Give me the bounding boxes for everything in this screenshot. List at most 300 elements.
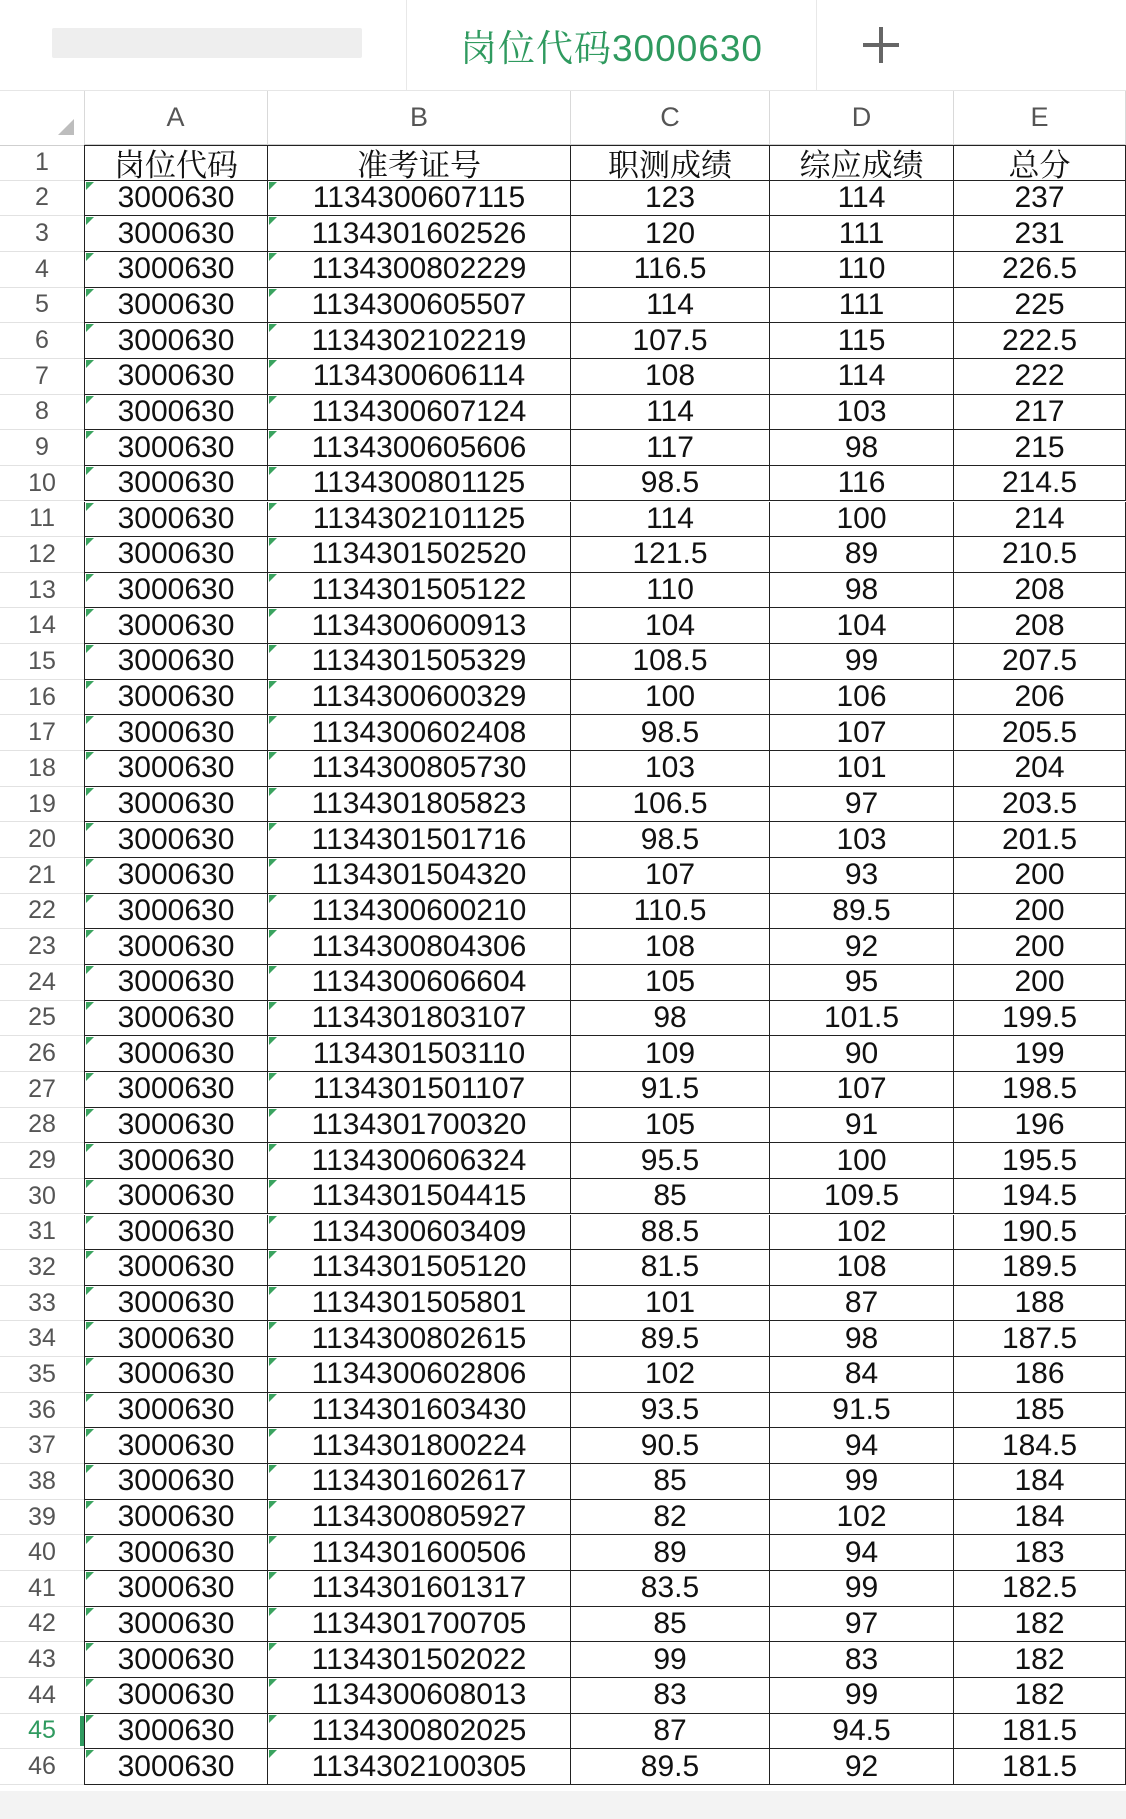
cell-col-e[interactable]: [954, 787, 1126, 823]
cell-col-a[interactable]: [84, 1464, 268, 1500]
cell-col-c[interactable]: [571, 1321, 770, 1357]
cell-col-d[interactable]: [770, 537, 954, 573]
row-header[interactable]: 38: [0, 1464, 84, 1500]
cell-col-c[interactable]: [571, 1250, 770, 1286]
cell-col-e[interactable]: [954, 288, 1126, 324]
cell-col-c[interactable]: [571, 359, 770, 395]
cell-col-b[interactable]: [268, 573, 571, 609]
cell-col-b[interactable]: [268, 1535, 571, 1571]
cell-col-e[interactable]: [954, 1215, 1126, 1251]
cell-col-b[interactable]: [268, 1001, 571, 1037]
cell-col-b[interactable]: [268, 715, 571, 751]
text-number-indicator-icon: [269, 1643, 277, 1651]
cell-col-c[interactable]: [571, 1179, 770, 1215]
cell-col-b[interactable]: [268, 1072, 571, 1108]
cell-col-c[interactable]: [571, 537, 770, 573]
column-header-a[interactable]: A: [84, 91, 268, 145]
cell-col-b[interactable]: [268, 1571, 571, 1607]
cell-col-b[interactable]: [268, 929, 571, 965]
row-header[interactable]: 42: [0, 1607, 84, 1643]
cell-value: 182: [1014, 1678, 1065, 1712]
cell-col-c[interactable]: [571, 1535, 770, 1571]
cell-col-a[interactable]: [84, 1179, 268, 1215]
cell-col-e[interactable]: [954, 644, 1126, 680]
cell-col-e[interactable]: [954, 1607, 1126, 1643]
header-cell-col-a[interactable]: [84, 145, 268, 184]
cell-col-d[interactable]: [770, 252, 954, 288]
cell-col-a[interactable]: [84, 430, 268, 466]
row-header[interactable]: 3: [0, 216, 84, 252]
row-header[interactable]: 10: [0, 466, 84, 502]
cell-col-c[interactable]: [571, 1607, 770, 1643]
cell-col-b[interactable]: [268, 1607, 571, 1643]
cell-col-c[interactable]: [571, 181, 770, 217]
cell-col-a[interactable]: [84, 1714, 268, 1750]
cell-col-b[interactable]: [268, 1464, 571, 1500]
cell-col-d[interactable]: [770, 1108, 954, 1144]
row-header[interactable]: 4: [0, 252, 84, 288]
text-number-indicator-icon: [86, 1536, 94, 1544]
cell-col-e[interactable]: [954, 1464, 1126, 1500]
cell-col-e[interactable]: [954, 1642, 1126, 1678]
cell-col-e[interactable]: [954, 573, 1126, 609]
cell-col-b[interactable]: [268, 1393, 571, 1429]
row-header[interactable]: 23: [0, 929, 84, 965]
cell-col-d[interactable]: [770, 751, 954, 787]
cell-col-d[interactable]: [770, 1143, 954, 1179]
cell-col-e[interactable]: [954, 252, 1126, 288]
cell-col-e[interactable]: [954, 608, 1126, 644]
cell-col-e[interactable]: [954, 751, 1126, 787]
row-header[interactable]: 29: [0, 1143, 84, 1179]
cell-col-e[interactable]: [954, 1286, 1126, 1322]
cell-col-d[interactable]: [770, 288, 954, 324]
cell-col-e[interactable]: [954, 929, 1126, 965]
row-header[interactable]: 13: [0, 573, 84, 609]
cell-col-b[interactable]: [268, 787, 571, 823]
row-header[interactable]: 46: [0, 1749, 84, 1785]
cell-col-d[interactable]: [770, 894, 954, 930]
cell-col-d[interactable]: [770, 1036, 954, 1072]
cell-value: 3000630: [117, 1571, 235, 1605]
row-header[interactable]: 26: [0, 1036, 84, 1072]
cell-col-e[interactable]: [954, 323, 1126, 359]
column-header-d[interactable]: D: [770, 91, 954, 145]
cell-col-d[interactable]: [770, 1607, 954, 1643]
cell-col-b[interactable]: [268, 1500, 571, 1536]
cell-col-c[interactable]: [571, 1464, 770, 1500]
cell-col-b[interactable]: [268, 608, 571, 644]
cell-col-c[interactable]: [571, 1286, 770, 1322]
cell-col-a[interactable]: [84, 1357, 268, 1393]
cell-col-b[interactable]: [268, 216, 571, 252]
text-number-indicator-icon: [269, 1679, 277, 1687]
cell-col-b[interactable]: [268, 965, 571, 1001]
cell-col-c[interactable]: [571, 1001, 770, 1037]
row-header[interactable]: 19: [0, 787, 84, 823]
row-header[interactable]: 30: [0, 1179, 84, 1215]
row-header[interactable]: 16: [0, 680, 84, 716]
cell-col-d[interactable]: [770, 644, 954, 680]
cell-col-e[interactable]: [954, 1250, 1126, 1286]
cell-col-e[interactable]: [954, 1749, 1126, 1785]
row-header[interactable]: 12: [0, 537, 84, 573]
cell-col-d[interactable]: [770, 929, 954, 965]
cell-col-c[interactable]: [571, 1571, 770, 1607]
cell-col-d[interactable]: [770, 466, 954, 502]
cell-col-d[interactable]: [770, 1250, 954, 1286]
row-header[interactable]: 31: [0, 1215, 84, 1251]
cell-col-e[interactable]: [954, 1072, 1126, 1108]
cell-col-e[interactable]: [954, 1179, 1126, 1215]
row-header[interactable]: 20: [0, 822, 84, 858]
row-header[interactable]: 24: [0, 965, 84, 1001]
cell-col-a[interactable]: [84, 1535, 268, 1571]
cell-col-d[interactable]: [770, 1428, 954, 1464]
cell-value: 94: [844, 1428, 879, 1462]
cell-col-d[interactable]: [770, 181, 954, 217]
cell-col-a[interactable]: [84, 644, 268, 680]
cell-col-e[interactable]: [954, 1143, 1126, 1179]
row-header[interactable]: 37: [0, 1428, 84, 1464]
cell-col-d[interactable]: [770, 787, 954, 823]
cell-col-d[interactable]: [770, 1357, 954, 1393]
cell-col-c[interactable]: [571, 751, 770, 787]
header-cell-col-e[interactable]: [954, 145, 1126, 184]
cell-col-d[interactable]: [770, 608, 954, 644]
cell-col-e[interactable]: [954, 1001, 1126, 1037]
add-sheet-button[interactable]: [817, 0, 945, 90]
row-header[interactable]: 44: [0, 1678, 84, 1714]
row-header[interactable]: 9: [0, 430, 84, 466]
cell-col-d[interactable]: [770, 1749, 954, 1785]
cell-col-a[interactable]: [84, 502, 268, 538]
row-header[interactable]: 41: [0, 1571, 84, 1607]
cell-col-b[interactable]: [268, 1714, 571, 1750]
header-cell-col-b[interactable]: [268, 145, 571, 184]
cell-col-c[interactable]: [571, 252, 770, 288]
cell-col-c[interactable]: [571, 787, 770, 823]
cell-col-d[interactable]: [770, 1714, 954, 1750]
sheet-tab-active[interactable]: [407, 0, 817, 90]
cell-col-b[interactable]: [268, 252, 571, 288]
cell-col-d[interactable]: [770, 1393, 954, 1429]
cell-col-e[interactable]: [954, 430, 1126, 466]
cell-col-b[interactable]: [268, 1642, 571, 1678]
cell-col-a[interactable]: [84, 181, 268, 217]
cell-col-c[interactable]: [571, 965, 770, 1001]
cell-col-a[interactable]: [84, 1749, 268, 1785]
cell-col-b[interactable]: [268, 1678, 571, 1714]
row-header[interactable]: 7: [0, 359, 84, 395]
cell-col-a[interactable]: [84, 1001, 268, 1037]
cell-col-a[interactable]: [84, 1143, 268, 1179]
cell-col-d[interactable]: [770, 1286, 954, 1322]
cell-col-a[interactable]: [84, 1393, 268, 1429]
select-all-corner[interactable]: [0, 91, 85, 146]
text-number-indicator-icon: [86, 289, 94, 297]
cell-col-a[interactable]: [84, 359, 268, 395]
cell-col-a[interactable]: [84, 395, 268, 431]
cell-col-c[interactable]: [571, 430, 770, 466]
cell-col-c[interactable]: [571, 644, 770, 680]
cell-col-c[interactable]: [571, 1642, 770, 1678]
row-header[interactable]: 15: [0, 644, 84, 680]
cell-value: 203.5: [1001, 787, 1078, 820]
cell-col-d[interactable]: [770, 822, 954, 858]
cell-col-c[interactable]: [571, 1428, 770, 1464]
cell-col-b[interactable]: [268, 181, 571, 217]
cell-col-e[interactable]: [954, 858, 1126, 894]
cell-col-b[interactable]: [268, 395, 571, 431]
cell-col-a[interactable]: [84, 858, 268, 894]
cell-col-e[interactable]: [954, 1357, 1126, 1393]
cell-col-d[interactable]: [770, 1535, 954, 1571]
row-header[interactable]: 27: [0, 1072, 84, 1108]
cell-col-b[interactable]: [268, 858, 571, 894]
cell-col-e[interactable]: [954, 680, 1126, 716]
cell-col-c[interactable]: [571, 466, 770, 502]
cell-col-c[interactable]: [571, 502, 770, 538]
cell-col-e[interactable]: [954, 822, 1126, 858]
cell-col-b[interactable]: [268, 1215, 571, 1251]
cell-col-d[interactable]: [770, 395, 954, 431]
cell-col-a[interactable]: [84, 1571, 268, 1607]
cell-col-c[interactable]: [571, 929, 770, 965]
cell-col-e[interactable]: [954, 1428, 1126, 1464]
row-header[interactable]: 17: [0, 715, 84, 751]
cell-col-e[interactable]: [954, 1108, 1126, 1144]
spreadsheet-grid[interactable]: [0, 91, 1126, 1791]
row-header[interactable]: 34: [0, 1321, 84, 1357]
cell-col-c[interactable]: [571, 288, 770, 324]
row-header[interactable]: 28: [0, 1108, 84, 1144]
cell-col-c[interactable]: [571, 1108, 770, 1144]
cell-col-a[interactable]: [84, 1108, 268, 1144]
cell-col-d[interactable]: [770, 715, 954, 751]
cell-col-c[interactable]: [571, 1072, 770, 1108]
cell-col-d[interactable]: [770, 573, 954, 609]
cell-col-a[interactable]: [84, 1215, 268, 1251]
cell-col-b[interactable]: [268, 751, 571, 787]
cell-col-d[interactable]: [770, 1179, 954, 1215]
row-header[interactable]: 21: [0, 858, 84, 894]
cell-col-e[interactable]: [954, 1321, 1126, 1357]
cell-col-b[interactable]: [268, 323, 571, 359]
cell-col-e[interactable]: [954, 216, 1126, 252]
cell-col-c[interactable]: [571, 573, 770, 609]
row-header[interactable]: 6: [0, 323, 84, 359]
cell-col-a[interactable]: [84, 1321, 268, 1357]
cell-col-c[interactable]: [571, 680, 770, 716]
cell-col-a[interactable]: [84, 288, 268, 324]
row-header[interactable]: 43: [0, 1642, 84, 1678]
row-header[interactable]: 5: [0, 288, 84, 324]
cell-col-e[interactable]: [954, 715, 1126, 751]
cell-col-b[interactable]: [268, 1357, 571, 1393]
cell-col-d[interactable]: [770, 1571, 954, 1607]
row-header[interactable]: 33: [0, 1286, 84, 1322]
cell-col-d[interactable]: [770, 1215, 954, 1251]
cell-col-c[interactable]: [571, 1143, 770, 1179]
cell-col-b[interactable]: [268, 1179, 571, 1215]
cell-col-e[interactable]: [954, 1714, 1126, 1750]
cell-col-d[interactable]: [770, 216, 954, 252]
cell-col-a[interactable]: [84, 822, 268, 858]
row-header[interactable]: 14: [0, 608, 84, 644]
cell-col-b[interactable]: [268, 644, 571, 680]
cell-col-c[interactable]: [571, 608, 770, 644]
cell-col-a[interactable]: [84, 1642, 268, 1678]
cell-col-a[interactable]: [84, 751, 268, 787]
cell-col-a[interactable]: [84, 680, 268, 716]
cell-col-e[interactable]: [954, 1678, 1126, 1714]
cell-col-b[interactable]: [268, 894, 571, 930]
row-header[interactable]: 32: [0, 1250, 84, 1286]
cell-col-d[interactable]: [770, 502, 954, 538]
cell-col-d[interactable]: [770, 1321, 954, 1357]
cell-col-e[interactable]: [954, 466, 1126, 502]
cell-col-c[interactable]: [571, 323, 770, 359]
cell-col-d[interactable]: [770, 1500, 954, 1536]
cell-col-a[interactable]: [84, 894, 268, 930]
row-header[interactable]: 39: [0, 1500, 84, 1536]
cell-col-a[interactable]: [84, 1036, 268, 1072]
cell-col-a[interactable]: [84, 216, 268, 252]
cell-col-c[interactable]: [571, 1393, 770, 1429]
row-header[interactable]: 35: [0, 1357, 84, 1393]
row-header[interactable]: 36: [0, 1393, 84, 1429]
cell-col-b[interactable]: [268, 1143, 571, 1179]
row-header[interactable]: 8: [0, 395, 84, 431]
row-header[interactable]: 1: [0, 145, 84, 181]
row-header[interactable]: 25: [0, 1001, 84, 1037]
cell-col-c[interactable]: [571, 822, 770, 858]
cell-col-d[interactable]: [770, 359, 954, 395]
header-cell-col-d[interactable]: [770, 145, 954, 184]
row-header[interactable]: 22: [0, 894, 84, 930]
cell-col-a[interactable]: [84, 1250, 268, 1286]
row-header[interactable]: 45: [0, 1714, 84, 1750]
row-header[interactable]: 40: [0, 1535, 84, 1571]
cell-col-e[interactable]: [954, 1036, 1126, 1072]
cell-col-d[interactable]: [770, 965, 954, 1001]
cell-col-a[interactable]: [84, 323, 268, 359]
cell-col-e[interactable]: [954, 1535, 1126, 1571]
cell-col-c[interactable]: [571, 894, 770, 930]
cell-col-a[interactable]: [84, 1500, 268, 1536]
cell-col-b[interactable]: [268, 430, 571, 466]
cell-col-c[interactable]: [571, 1678, 770, 1714]
cell-value: 3000630: [117, 1464, 235, 1498]
cell-col-b[interactable]: [268, 1250, 571, 1286]
cell-col-d[interactable]: [770, 1642, 954, 1678]
cell-col-d[interactable]: [770, 1072, 954, 1108]
cell-col-a[interactable]: [84, 1072, 268, 1108]
cell-col-e[interactable]: [954, 1500, 1126, 1536]
cell-col-c[interactable]: [571, 1714, 770, 1750]
cell-col-b[interactable]: [268, 1321, 571, 1357]
cell-col-b[interactable]: [268, 1036, 571, 1072]
cell-col-a[interactable]: [84, 1428, 268, 1464]
cell-col-e[interactable]: [954, 395, 1126, 431]
cell-col-c[interactable]: [571, 1215, 770, 1251]
cell-col-e[interactable]: [954, 965, 1126, 1001]
cell-col-c[interactable]: [571, 858, 770, 894]
cell-col-e[interactable]: [954, 1571, 1126, 1607]
cell-col-c[interactable]: [571, 1357, 770, 1393]
cell-col-d[interactable]: [770, 1678, 954, 1714]
cell-col-c[interactable]: [571, 216, 770, 252]
cell-col-d[interactable]: [770, 1464, 954, 1500]
text-number-indicator-icon: [86, 1002, 94, 1010]
cell-value: 3000630: [117, 715, 235, 749]
cell-col-a[interactable]: [84, 537, 268, 573]
cell-col-a[interactable]: [84, 608, 268, 644]
cell-col-b[interactable]: [268, 288, 571, 324]
cell-col-b[interactable]: [268, 1108, 571, 1144]
cell-col-e[interactable]: [954, 359, 1126, 395]
row-header[interactable]: 11: [0, 502, 84, 538]
cell-col-b[interactable]: [268, 537, 571, 573]
column-header-c[interactable]: C: [571, 91, 770, 145]
cell-col-b[interactable]: [268, 822, 571, 858]
cell-col-a[interactable]: [84, 466, 268, 502]
text-number-indicator-icon: [86, 1073, 94, 1081]
cell-col-e[interactable]: [954, 502, 1126, 538]
cell-col-e[interactable]: [954, 1393, 1126, 1429]
cell-col-d[interactable]: [770, 1001, 954, 1037]
row-header[interactable]: 2: [0, 181, 84, 217]
cell-col-b[interactable]: [268, 502, 571, 538]
header-cell-col-c[interactable]: [571, 145, 770, 184]
column-header-e[interactable]: E: [954, 91, 1126, 145]
cell-col-c[interactable]: [571, 395, 770, 431]
cell-col-b[interactable]: [268, 359, 571, 395]
text-number-indicator-icon: [86, 217, 94, 225]
cell-col-a[interactable]: [84, 1678, 268, 1714]
cell-col-b[interactable]: [268, 1749, 571, 1785]
cell-col-d[interactable]: [770, 430, 954, 466]
cell-value: 99: [653, 1642, 687, 1676]
cell-col-e[interactable]: [954, 181, 1126, 217]
sheet-tab-other[interactable]: [0, 0, 407, 90]
cell-col-c[interactable]: [571, 1749, 770, 1785]
cell-col-a[interactable]: [84, 965, 268, 1001]
cell-col-a[interactable]: [84, 787, 268, 823]
cell-col-c[interactable]: [571, 1036, 770, 1072]
cell-col-c[interactable]: [571, 1500, 770, 1536]
cell-col-a[interactable]: [84, 252, 268, 288]
cell-col-b[interactable]: [268, 466, 571, 502]
cell-col-b[interactable]: [268, 1428, 571, 1464]
cell-col-c[interactable]: [571, 715, 770, 751]
cell-col-d[interactable]: [770, 323, 954, 359]
cell-col-a[interactable]: [84, 573, 268, 609]
row-header[interactable]: 18: [0, 751, 84, 787]
cell-col-a[interactable]: [84, 1286, 268, 1322]
cell-col-d[interactable]: [770, 680, 954, 716]
cell-col-a[interactable]: [84, 1607, 268, 1643]
cell-col-e[interactable]: [954, 894, 1126, 930]
cell-col-b[interactable]: [268, 680, 571, 716]
cell-col-a[interactable]: [84, 929, 268, 965]
column-header-b[interactable]: B: [268, 91, 571, 145]
cell-col-a[interactable]: [84, 715, 268, 751]
cell-col-b[interactable]: [268, 1286, 571, 1322]
cell-col-d[interactable]: [770, 858, 954, 894]
cell-col-e[interactable]: [954, 537, 1126, 573]
